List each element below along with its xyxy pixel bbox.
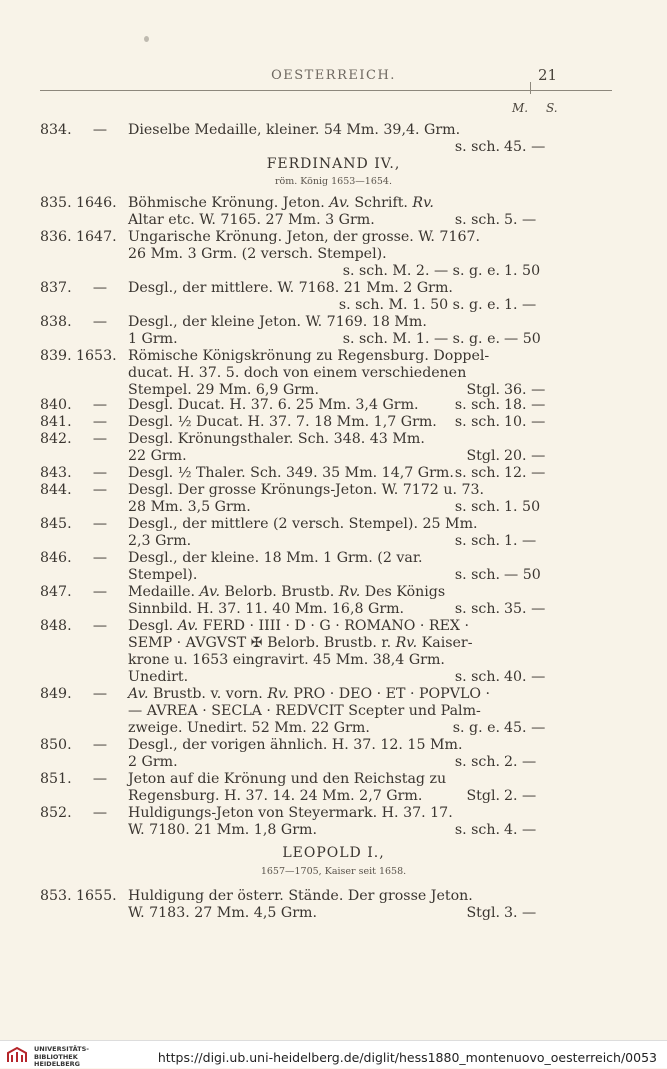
entry-description: Dieselbe Medaille, kleiner. 54 Mm. 39,4. Grm.	[128, 122, 461, 138]
entry-year: —	[92, 805, 108, 821]
entry-number: 845.	[40, 516, 72, 532]
entry-text-line	[128, 652, 500, 669]
entry-condition: Stgl.	[466, 448, 500, 464]
entry-description: Ungarische Krönung. Jeton, der grosse. W. 7167.	[128, 229, 481, 245]
entry-text-line	[128, 482, 500, 499]
entry-text-line	[128, 703, 500, 720]
entry-number: 841.	[40, 414, 72, 430]
entry-condition: Stgl.	[466, 905, 500, 921]
entry-description: Jeton auf die Krönung und den Reichstag zu	[128, 771, 447, 787]
entry-condition: s. sch.	[454, 465, 500, 481]
entry-condition: s. sch.	[454, 567, 500, 583]
entry-number: 835.	[40, 195, 72, 211]
entry-text-line	[128, 314, 500, 331]
entry-year: —	[92, 737, 108, 753]
entry-description: Desgl., der mittlere (2 versch. Stempel). 25 Mm.	[128, 516, 478, 532]
entry-text-line	[128, 122, 500, 139]
library-name	[34, 1046, 89, 1069]
entry-description: Sinnbild. H. 37. 11. 40 Mm. 16,8 Grm.	[128, 601, 405, 617]
entry-condition: s. sch. M. 2. — s. g. e.	[342, 263, 500, 279]
entry-price: 1. —	[504, 533, 537, 549]
section-subtitle-ferdinand: röm. König 1653—1654.	[274, 176, 392, 187]
entry-year: —	[92, 397, 108, 413]
column-sign: S.	[546, 101, 558, 115]
entry-text-line	[128, 788, 500, 805]
entry-description: W. 7180. 21 Mm. 1,8 Grm.	[128, 822, 317, 838]
entry-number: 839.	[40, 348, 72, 364]
library-line-2: BIBLIOTHEK	[34, 1052, 78, 1061]
entry-text-line	[128, 533, 500, 550]
entry-year: 1655.	[76, 888, 117, 904]
entry-description: 2,3 Grm.	[128, 533, 192, 549]
entry-number: 843.	[40, 465, 72, 481]
entry-text-line	[128, 397, 500, 414]
entry-description: Unedirt.	[128, 669, 189, 685]
entry-text-line	[128, 431, 500, 448]
entry-condition: s. sch.	[454, 669, 500, 685]
entry-price: 35. —	[504, 601, 546, 617]
entry-price: — 50	[504, 567, 541, 583]
entry-price: 4. —	[504, 822, 537, 838]
entry-number: 851.	[40, 771, 72, 787]
entry-condition: Stgl.	[466, 788, 500, 804]
entry-description: Desgl. Krönungsthaler. Sch. 348. 43 Mm.	[128, 431, 425, 447]
entry-condition: s. sch. M. 1. 50 s. g. e.	[338, 297, 500, 313]
header-tick	[530, 82, 531, 94]
entry-price: 10. —	[504, 414, 546, 430]
entry-condition: s. sch.	[454, 533, 500, 549]
entry-price: 5. —	[504, 212, 537, 228]
entry-description: 2 Grm.	[128, 754, 178, 770]
entry-text-line	[128, 888, 500, 905]
entry-description: 22 Grm.	[128, 448, 187, 464]
entry-condition: s. sch.	[454, 397, 500, 413]
entry-condition: s. sch.	[454, 212, 500, 228]
entry-price: 2. —	[504, 788, 537, 804]
entry-text-line	[128, 618, 500, 635]
entry-condition: s. sch.	[454, 499, 500, 515]
column-mark: M.	[512, 101, 529, 115]
entry-description: Stempel).	[128, 567, 198, 583]
entry-text-line	[128, 246, 500, 263]
entry-description: Regensburg. H. 37. 14. 24 Mm. 2,7 Grm.	[128, 788, 423, 804]
entry-description: Desgl., der kleine Jeton. W. 7169. 18 Mm.	[128, 314, 427, 330]
library-line-1: UNIVERSITÄTS-	[34, 1045, 89, 1053]
entry-condition: s. sch.	[454, 822, 500, 838]
entry-year: —	[92, 465, 108, 481]
entry-description: Böhmische Krönung. Jeton. Av. Schrift. Rv.	[128, 195, 434, 211]
entry-text-line	[128, 905, 500, 922]
entry-year: —	[92, 482, 108, 498]
entry-condition: s. sch.	[454, 139, 500, 155]
entry-year: —	[92, 314, 108, 330]
entry-text-line	[128, 584, 500, 601]
header-rule	[40, 90, 612, 91]
entry-text-line	[128, 567, 500, 584]
entry-description: Desgl., der mittlere. W. 7168. 21 Mm. 2 Grm.	[128, 280, 453, 296]
entry-description: Desgl. Av. FERD · IIII · D · G · ROMANO · REX ·	[128, 618, 470, 634]
entry-description: Huldigung der österr. Stände. Der grosse Jeton.	[128, 888, 473, 904]
entry-condition: s. sch.	[454, 601, 500, 617]
entry-year: —	[92, 431, 108, 447]
entry-number: 834.	[40, 122, 72, 138]
entry-text-line	[128, 280, 500, 297]
ink-smudge	[144, 36, 149, 42]
entry-text-line	[128, 414, 500, 431]
entry-number: 837.	[40, 280, 72, 296]
entry-year: —	[92, 280, 108, 296]
entry-price: 1. 50	[504, 499, 541, 515]
entry-year: —	[92, 122, 108, 138]
entry-year: 1653.	[76, 348, 117, 364]
entry-price: 1. —	[504, 297, 537, 313]
entry-text-line	[128, 771, 500, 788]
entry-condition: s. sch.	[454, 414, 500, 430]
section-title-ferdinand: FERDINAND IV.,	[266, 156, 401, 172]
entry-description: Desgl. ½ Thaler. Sch. 349. 35 Mm. 14,7 Grm.	[128, 465, 454, 481]
entry-price: 18. —	[504, 397, 546, 413]
entry-year: 1646.	[76, 195, 117, 211]
entry-text-line	[128, 754, 500, 771]
entry-text-line	[128, 516, 500, 533]
entry-condition: Stgl.	[466, 382, 500, 398]
entry-price: 36. —	[504, 382, 546, 398]
entry-description: SEMP · AVGVST ✠ Belorb. Brustb. r. Rv. Kaiser-	[128, 635, 473, 651]
entry-description: Desgl. ½ Ducat. H. 37. 7. 18 Mm. 1,7 Grm.	[128, 414, 437, 430]
entry-year: —	[92, 771, 108, 787]
entry-description: 1 Grm.	[128, 331, 178, 347]
entry-description: Desgl., der vorigen ähnlich. H. 37. 12. 15 Mm.	[128, 737, 463, 753]
entry-number: 844.	[40, 482, 72, 498]
entry-text-line	[128, 550, 500, 567]
entry-condition: s. g. e.	[452, 720, 500, 736]
entry-condition: s. sch.	[454, 754, 500, 770]
entry-text-line	[128, 635, 500, 652]
entry-description: Römische Königskrönung zu Regensburg. Doppel-	[128, 348, 490, 364]
entry-price: 20. —	[504, 448, 546, 464]
entry-description: ducat. H. 37. 5. doch von einem verschiedenen	[128, 365, 467, 381]
section-subtitle-leopold: 1657—1705, Kaiser seit 1658.	[260, 866, 407, 877]
entry-description: W. 7183. 27 Mm. 4,5 Grm.	[128, 905, 317, 921]
entry-description: Desgl., der kleine. 18 Mm. 1 Grm. (2 var.	[128, 550, 423, 566]
entry-description: Desgl. Der grosse Krönungs-Jeton. W. 7172 u. 73.	[128, 482, 485, 498]
entry-number: 836.	[40, 229, 72, 245]
entry-description: Altar etc. W. 7165. 27 Mm. 3 Grm.	[128, 212, 375, 228]
entry-description: 28 Mm. 3,5 Grm.	[128, 499, 251, 515]
entry-year: —	[92, 550, 108, 566]
entry-price: 45. —	[504, 139, 546, 155]
entry-number: 842.	[40, 431, 72, 447]
entry-year: —	[92, 618, 108, 634]
entry-number: 850.	[40, 737, 72, 753]
entry-text-line	[128, 465, 500, 482]
entry-year: —	[92, 516, 108, 532]
entry-number: 840.	[40, 397, 72, 413]
entry-price: 2. —	[504, 754, 537, 770]
entry-price: 12. —	[504, 465, 546, 481]
entry-number: 847.	[40, 584, 72, 600]
entry-number: 852.	[40, 805, 72, 821]
entry-year: 1647.	[76, 229, 117, 245]
entry-text-line	[128, 669, 500, 686]
library-logo-icon	[6, 1046, 28, 1064]
entry-price: 3. —	[504, 905, 537, 921]
page-number: 21	[538, 66, 558, 84]
entry-description: zweige. Unedirt. 52 Mm. 22 Grm.	[128, 720, 370, 736]
entry-number: 849.	[40, 686, 72, 702]
entry-description: Huldigungs-Jeton von Steyermark. H. 37. 17.	[128, 805, 453, 821]
entry-year: —	[92, 414, 108, 430]
entry-number: 853.	[40, 888, 72, 904]
library-line-3: HEIDELBERG	[34, 1060, 81, 1068]
entry-text-line	[128, 805, 500, 822]
entry-condition: s. sch. M. 1. — s. g. e.	[342, 331, 500, 347]
entry-text-line	[128, 737, 500, 754]
entry-number: 846.	[40, 550, 72, 566]
entry-description: — AVREA · SECLA · REDVCIT Scepter und Palm-	[128, 703, 481, 719]
entry-text-line	[128, 720, 500, 737]
entry-text-line	[128, 331, 500, 348]
entry-text-line	[128, 601, 500, 618]
entry-description: 26 Mm. 3 Grm. (2 versch. Stempel).	[128, 246, 387, 262]
entry-year: —	[92, 686, 108, 702]
entry-text-line	[128, 212, 500, 229]
entry-text-line	[128, 822, 500, 839]
entry-text-line	[128, 686, 500, 703]
entry-price: 40. —	[504, 669, 546, 685]
entry-year: —	[92, 584, 108, 600]
entry-price: 45. —	[504, 720, 546, 736]
entry-number: 838.	[40, 314, 72, 330]
entry-number: 848.	[40, 618, 72, 634]
section-title-leopold: LEOPOLD I.,	[282, 845, 385, 861]
entry-text-line	[128, 195, 500, 212]
entry-description: Desgl. Ducat. H. 37. 6. 25 Mm. 3,4 Grm.	[128, 397, 419, 413]
entry-text-line	[128, 448, 500, 465]
entry-description: Stempel. 29 Mm. 6,9 Grm.	[128, 382, 320, 398]
entry-description: krone u. 1653 eingravirt. 45 Mm. 38,4 Grm.	[128, 652, 445, 668]
entry-price: — 50	[504, 331, 541, 347]
entry-price: 1. 50	[504, 263, 541, 279]
entry-text-line	[128, 499, 500, 516]
running-title: OESTERREICH.	[271, 68, 396, 83]
entry-text-line	[128, 348, 500, 365]
entry-text-line	[128, 365, 500, 382]
entry-text-line	[128, 229, 500, 246]
source-url[interactable]: https://digi.ub.uni-heidelberg.de/diglit/hess1880_montenuovo_oesterreich/0053	[157, 1050, 657, 1065]
entry-description: Av. Brustb. v. vorn. Rv. PRO · DEO · ET · POPVLO ·	[128, 686, 491, 702]
entry-description: Medaille. Av. Belorb. Brustb. Rv. Des Königs	[128, 584, 446, 600]
